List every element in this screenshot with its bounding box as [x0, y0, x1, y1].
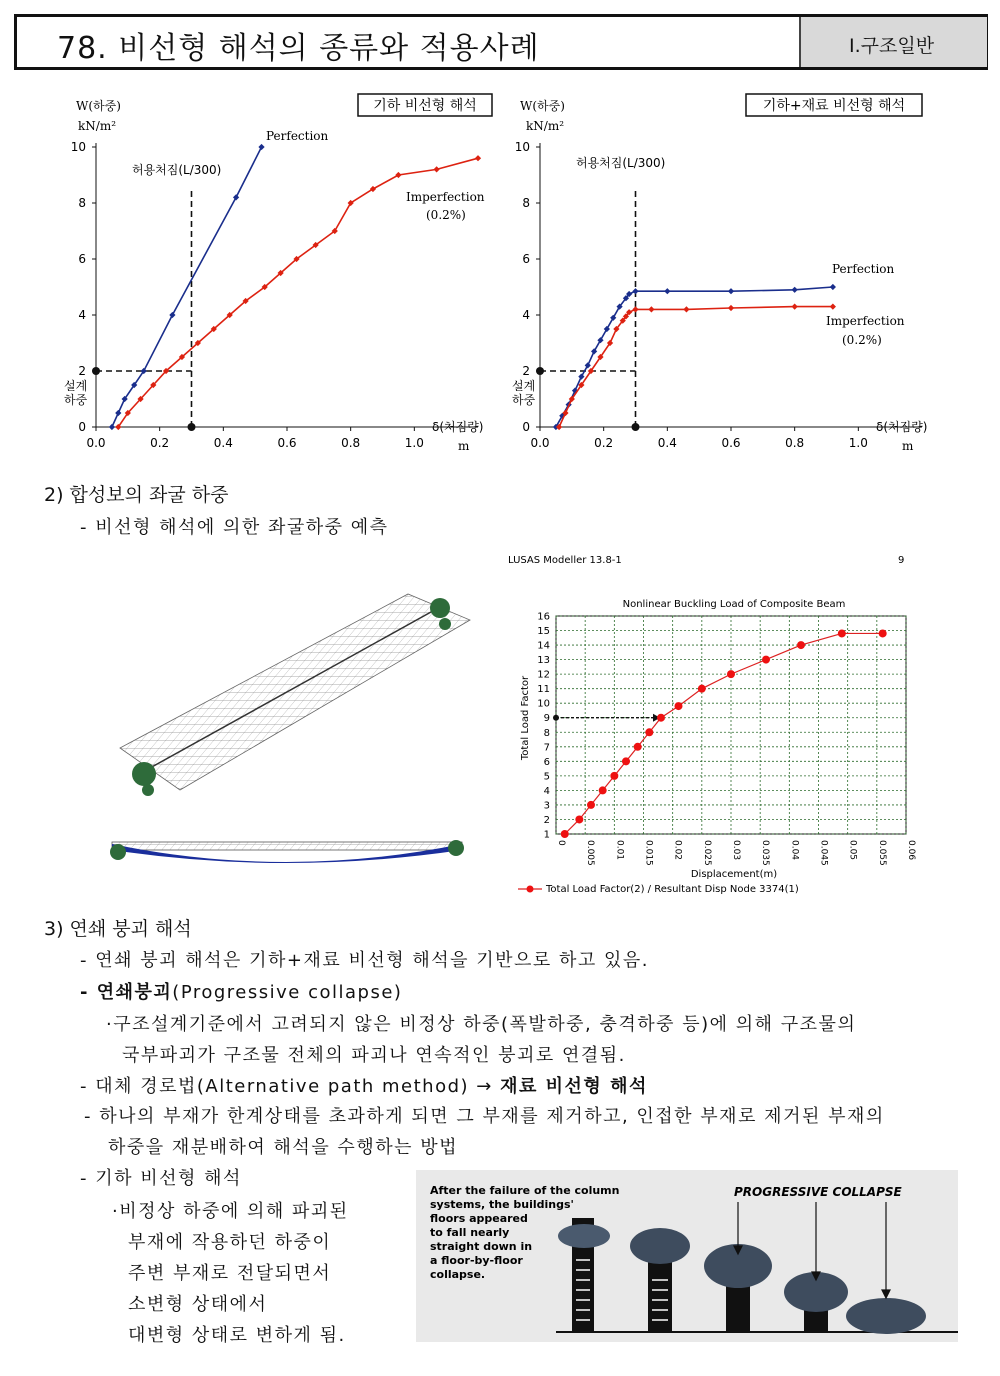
data-point: [109, 424, 115, 430]
x-tick-label: 0.03: [731, 840, 741, 861]
data-point: [727, 670, 735, 678]
y-tick-label: 5: [543, 771, 550, 783]
x-tick-label: 0.05: [847, 840, 858, 861]
y-tick-label: 6: [78, 252, 86, 266]
chart-tag: 기하+재료 비선형 해석: [762, 98, 906, 114]
data-point: [645, 728, 653, 736]
caption-line: straight down in: [430, 1240, 533, 1253]
x-tick-label: 0.06: [906, 840, 916, 861]
x-tick-label: 0.6: [721, 436, 741, 450]
x-tick-label: 0.04: [789, 840, 800, 861]
sub-line: ·비정상 하중에 의해 파괴된: [112, 1201, 349, 1222]
allow-deflection-label: 허용처짐(L/300): [132, 163, 222, 177]
chart-geometric-material-nonlinear: [484, 88, 944, 468]
term-bold: 재료 비선형 해석: [500, 1076, 648, 1097]
y-tick-label: 15: [537, 626, 550, 638]
y-tick-label: 14: [537, 640, 550, 652]
y-tick-label: 12: [537, 669, 550, 681]
section-2-heading: 2) 합성보의 좌굴 하중: [44, 484, 229, 506]
x-tick-label: 0.2: [150, 436, 170, 450]
caption-line: systems, the buildings': [430, 1198, 574, 1211]
y-tick-label: 6: [543, 756, 550, 768]
y-tick-label: 16: [537, 611, 550, 623]
design-load-marker: [92, 367, 100, 375]
y-tick-label: 7: [543, 742, 550, 754]
critical-load-marker: [553, 715, 559, 721]
x-tick-label: 0.005: [585, 840, 596, 866]
caption-line: to fall nearly: [430, 1226, 510, 1239]
data-point: [830, 284, 836, 290]
perfection-label: Perfection: [266, 129, 329, 143]
section-3-item-2: [80, 978, 402, 1004]
page-mark: 9: [898, 555, 905, 566]
section-3-item-5: - 기하 비선형 해석: [80, 1168, 242, 1189]
data-point: [258, 144, 264, 150]
caption-line: collapse.: [430, 1268, 486, 1281]
y-tick-label: 10: [537, 698, 550, 710]
y-tick-label: 13: [537, 655, 550, 667]
imperfection-curve: [559, 307, 833, 427]
perfection-label: Perfection: [832, 262, 895, 276]
support-icon: [110, 844, 126, 860]
data-point: [575, 815, 583, 823]
allowable-deflection-marker: [632, 423, 640, 431]
sub-line: 주변 부재로 전달되면서: [128, 1263, 332, 1284]
x-tick-label: 0.02: [672, 840, 683, 861]
design-load-label: 하중: [64, 393, 88, 407]
y-tick-label: 10: [514, 140, 530, 154]
x-tick-label: 0.2: [594, 436, 614, 450]
allow-deflection-label: 허용처짐(L/300): [576, 156, 666, 170]
x-tick-label: 0.4: [213, 436, 233, 450]
data-point: [599, 786, 607, 794]
data-point: [657, 714, 665, 722]
x-axis-label: δ(처짐량): [432, 420, 484, 434]
y-tick-label: 6: [522, 252, 530, 266]
data-point: [578, 373, 584, 379]
x-tick-label: 0.0: [530, 436, 550, 450]
data-point: [591, 348, 597, 354]
x-axis-label: δ(처짐량): [876, 420, 928, 434]
section-3-item-4: - 하나의 부재가 한계상태를 초과하게 되면 그 부재를 제거하고, 인접한 부재로 제거된 부재의: [84, 1106, 885, 1127]
x-tick-label: 0.055: [876, 840, 887, 866]
imperfection-label: Imperfection: [406, 190, 485, 204]
data-point: [797, 641, 805, 649]
y-tick-label: 0: [78, 420, 86, 434]
term-text: - 대체 경로법(Alternative path method) →: [80, 1076, 501, 1097]
chart-tag: 기하 비선형 해석: [373, 98, 477, 114]
design-load-marker: [536, 367, 544, 375]
section-3-item-3: [80, 1072, 648, 1098]
support-icon: [448, 840, 464, 856]
data-point: [728, 305, 734, 311]
data-point: [683, 306, 689, 312]
data-point: [395, 172, 401, 178]
y-tick-label: 2: [78, 364, 86, 378]
sub-line: 부재에 작용하던 하중이: [128, 1232, 332, 1253]
design-load-label: 설계: [64, 379, 88, 393]
data-point: [610, 772, 618, 780]
y-tick-label: 4: [543, 785, 550, 797]
section-3-item-1: - 연쇄 붕괴 해석은 기하+재료 비선형 해석을 기반으로 하고 있음.: [80, 950, 649, 971]
x-tick-label: 0.8: [341, 436, 361, 450]
data-point: [561, 830, 569, 838]
section-3-item-5-sub: [112, 1196, 349, 1351]
data-point: [634, 743, 642, 751]
chart-geometric-nonlinear: [40, 88, 500, 468]
y-axis-unit: kN/m²: [526, 119, 565, 133]
y-tick-label: 2: [522, 364, 530, 378]
sub-line: 대변형 상태로 변하게 됨.: [128, 1325, 346, 1346]
y-tick-label: 10: [70, 140, 86, 154]
y-tick-label: 4: [522, 308, 530, 322]
x-tick-label: 0.0: [86, 436, 106, 450]
data-point: [632, 306, 638, 312]
support-icon: [132, 762, 156, 796]
data-point: [838, 629, 846, 637]
x-tick-label: 1.0: [404, 436, 424, 450]
x-tick-label: 0.6: [277, 436, 297, 450]
section-3-item-2-sub: ·구조설계기준에서 고려되지 않은 비정상 하중(폭발하중, 충격하중 등)에 의해 구조물의: [106, 1014, 857, 1035]
data-point: [434, 166, 440, 172]
data-point: [792, 303, 798, 309]
page-title: 78. 비선형 해석의 종류와 적용사례: [57, 31, 540, 66]
allowable-deflection-marker: [188, 423, 196, 431]
y-axis-label: W(하중): [520, 99, 565, 113]
data-point: [475, 155, 481, 161]
data-point: [604, 326, 610, 332]
data-point: [115, 410, 121, 416]
y-tick-label: 8: [78, 196, 86, 210]
y-tick-label: 2: [543, 814, 550, 826]
section-3-item-2-sub: 국부파괴가 구조물 전체의 파괴나 연속적인 붕괴로 연결됨.: [122, 1045, 626, 1066]
term-en: (Progressive collapse): [172, 982, 403, 1003]
x-tick-label: 0.4: [657, 436, 677, 450]
section-3-heading: 3) 연쇄 붕괴 해석: [44, 918, 192, 940]
data-point: [879, 629, 887, 637]
legend-label: Total Load Factor(2) / Resultant Disp Node 3374(1): [546, 884, 799, 895]
y-tick-label: 11: [537, 684, 550, 696]
imperfection-pct: (0.2%): [426, 208, 466, 222]
data-point: [698, 685, 706, 693]
y-tick-label: 1: [543, 829, 550, 841]
data-point: [233, 194, 239, 200]
term-bold: - 연쇄붕괴: [80, 982, 173, 1003]
data-point: [675, 702, 683, 710]
data-point: [762, 656, 770, 664]
y-tick-label: 4: [78, 308, 86, 322]
y-tick-label: 3: [543, 800, 550, 812]
section-label: Ⅰ.구조일반: [849, 35, 935, 57]
x-tick-label: 0.015: [643, 840, 654, 866]
x-tick-label: 0: [556, 840, 566, 846]
x-tick-label: 0.8: [785, 436, 805, 450]
x-tick-label: 1.0: [848, 436, 868, 450]
data-point: [587, 801, 595, 809]
section-2-item: - 비선형 해석에 의한 좌굴하중 예측: [80, 517, 389, 538]
x-tick-label: 0.025: [701, 840, 712, 866]
data-point: [830, 303, 836, 309]
data-point: [597, 337, 603, 343]
data-point: [610, 315, 616, 321]
data-point: [728, 288, 734, 294]
imperfection-label: Imperfection: [826, 314, 905, 328]
y-axis-label: W(하중): [76, 99, 121, 113]
sub-line: 소변형 상태에서: [128, 1294, 268, 1315]
x-axis-unit: m: [458, 439, 470, 453]
section-3-item-4: 하중을 재분배하여 해석을 수행하는 방법: [108, 1137, 458, 1158]
data-point: [632, 288, 638, 294]
x-tick-label: 0.035: [760, 840, 771, 866]
data-point: [585, 362, 591, 368]
chart-title: Nonlinear Buckling Load of Composite Beam: [622, 599, 846, 610]
caption-line: a floor-by-floor: [430, 1254, 523, 1267]
building-icon: [846, 1298, 926, 1334]
legend: [518, 884, 799, 895]
design-load-label: 하중: [512, 393, 536, 407]
section-tag: [799, 17, 987, 67]
y-tick-label: 8: [543, 727, 550, 739]
y-axis-label: Total Load Factor: [520, 675, 531, 761]
app-title: LUSAS Modeller 13.8-1: [508, 555, 622, 566]
chart-composite-beam-buckling: [506, 548, 926, 904]
progressive-collapse-figure: [416, 1170, 958, 1342]
caption-line: floors appeared: [430, 1212, 528, 1225]
data-point: [664, 288, 670, 294]
page-header: [14, 14, 988, 70]
data-point: [648, 306, 654, 312]
fe-mesh-model: [100, 580, 500, 880]
x-axis-label: Displacement(m): [690, 869, 778, 880]
data-point: [792, 287, 798, 293]
caption-line: After the failure of the column: [430, 1184, 620, 1197]
x-axis-unit: m: [902, 439, 914, 453]
design-load-label: 설계: [512, 379, 536, 393]
y-tick-label: 0: [522, 420, 530, 434]
y-axis-unit: kN/m²: [78, 119, 117, 133]
x-tick-label: 0.01: [614, 840, 625, 861]
data-point: [169, 312, 175, 318]
imperfection-pct: (0.2%): [842, 333, 882, 347]
y-tick-label: 8: [522, 196, 530, 210]
x-tick-label: 0.045: [818, 840, 829, 866]
y-tick-label: 9: [543, 713, 550, 725]
collapse-label: PROGRESSIVE COLLAPSE: [734, 1185, 902, 1199]
data-point: [622, 757, 630, 765]
